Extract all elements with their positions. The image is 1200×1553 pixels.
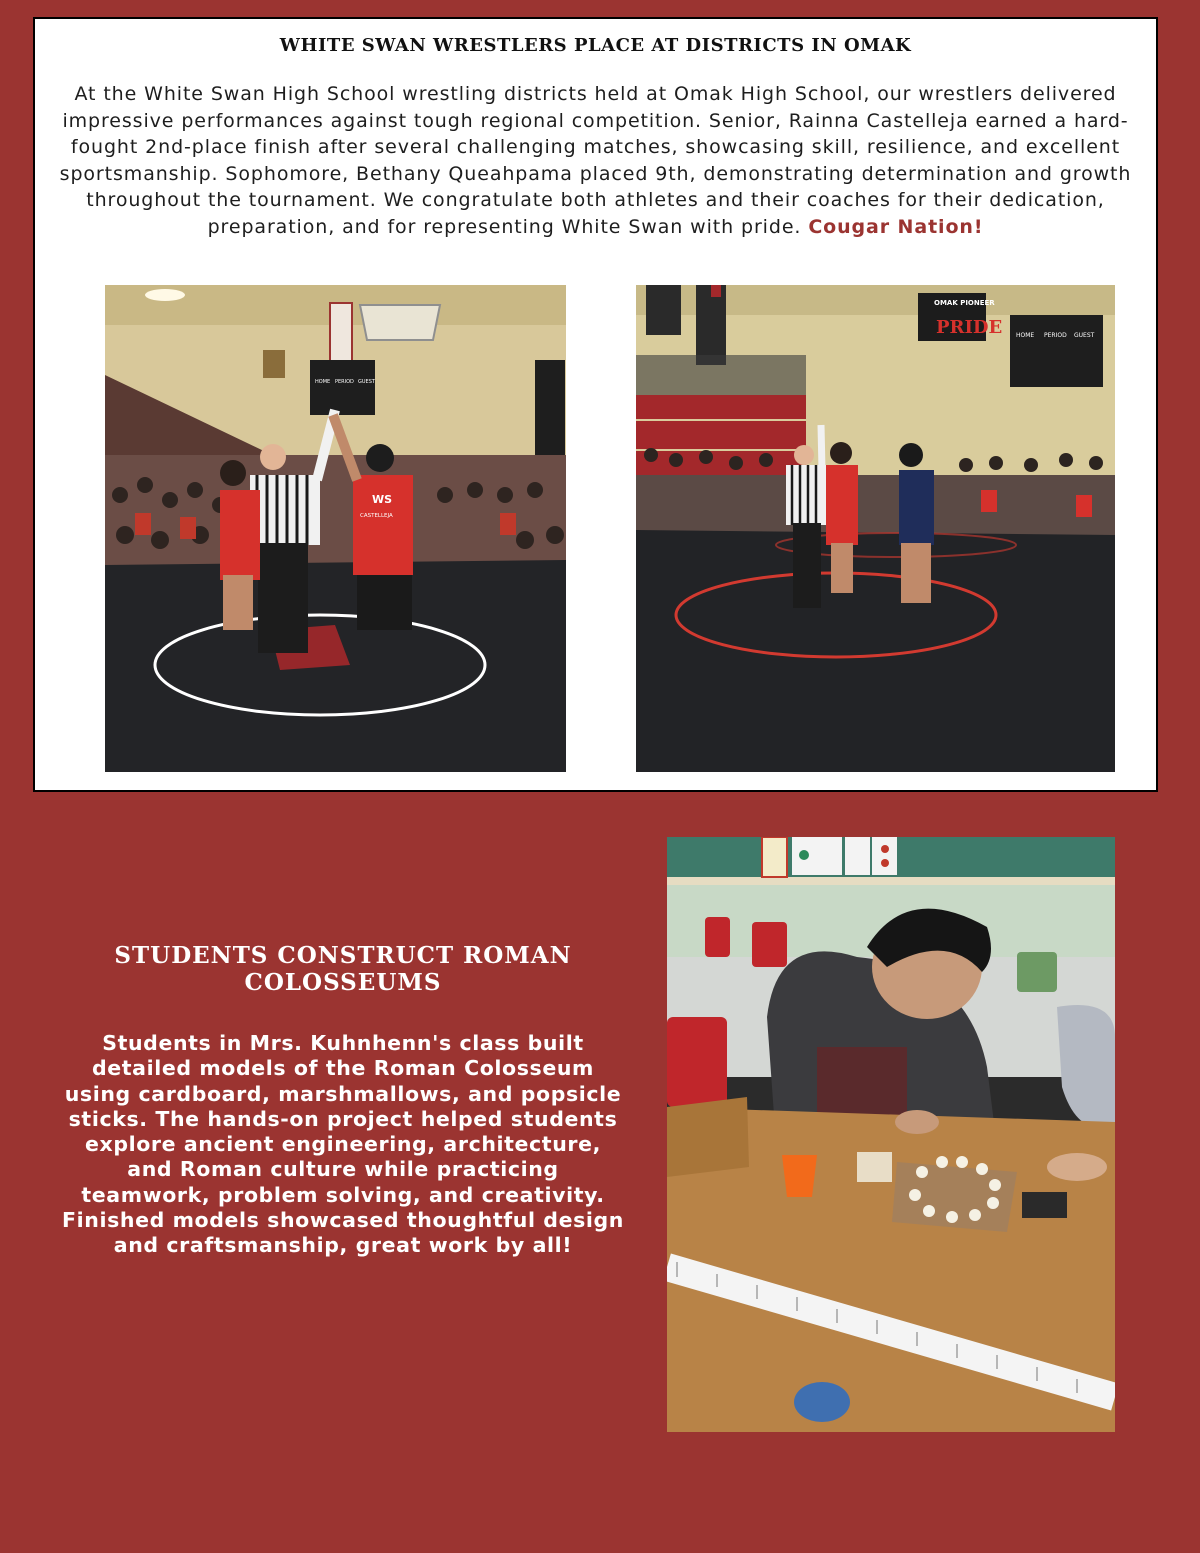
singlet-name: CASTELLEJA bbox=[360, 513, 393, 519]
scoreboard-guest-label: GUEST bbox=[358, 379, 375, 385]
colosseum-article-body: Students in Mrs. Kuhnhenn's class built detailed models of the Roman Colosseum using cardboard, marshmallows, and popsicle sticks. The hands-on project helped students explore ancient engineering, architecture, and Roman culture while practicing teamwork, problem solving, and creativity. Finished models showcased thoughtful design and craftsmanship, great work by all! bbox=[62, 1031, 624, 1258]
colosseum-article-title: STUDENTS CONSTRUCT ROMAN COLOSSEUMS bbox=[114, 942, 572, 996]
scoreboard-period-label: PERIOD bbox=[335, 379, 354, 385]
wrestling-article-title: WHITE SWAN WRESTLERS PLACE AT DISTRICTS IN OMAK bbox=[279, 35, 912, 56]
scoreboard-home-label: HOME bbox=[315, 379, 331, 385]
wrestling-article-text: At the White Swan High School wrestling districts held at Omak High School, our wrestlers delivered impressive performances against tough regional competition. Senior, Rainna Castelleja earned a hard-fought 2nd-place finish after several challenging matches, showcasing skill, resilience, and excellent sportsmanship. Sophomore, Bethany Queahpama placed 9th, demonstrating determination and growth throughout the tournament. We congratulate both athletes and their coaches for their dedication, preparation, and for representing White Swan with pride. bbox=[59, 83, 1132, 238]
scoreboard-period-label-2: PERIOD bbox=[1044, 332, 1067, 339]
singlet-letters: WS bbox=[372, 493, 393, 506]
scoreboard-guest-label-2: GUEST bbox=[1074, 332, 1095, 339]
colosseum-article bbox=[60, 942, 626, 1259]
scoreboard-home-label-2: HOME bbox=[1016, 332, 1035, 339]
classroom-photo bbox=[667, 837, 1115, 1432]
wrestling-article-body bbox=[53, 81, 1138, 240]
cougar-nation-accent: Cougar Nation! bbox=[808, 215, 984, 238]
wrestling-photo-right bbox=[636, 285, 1115, 772]
pride-banner-small: OMAK PIONEER bbox=[934, 299, 995, 307]
wrestling-photo-left bbox=[105, 285, 566, 772]
pride-banner-big: PRIDE bbox=[936, 317, 1003, 338]
